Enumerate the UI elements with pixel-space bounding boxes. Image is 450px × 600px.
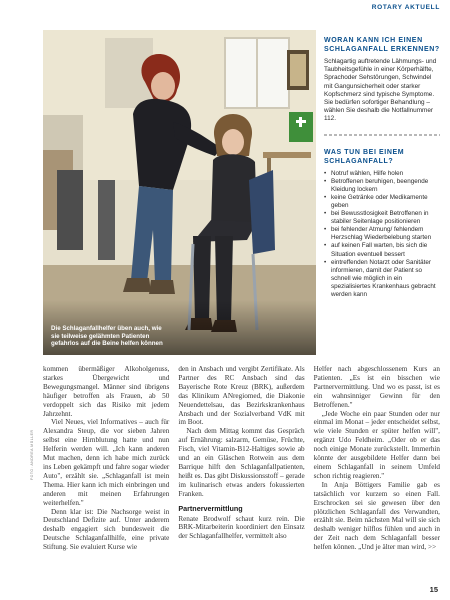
training-scene-image — [43, 30, 316, 355]
list-item: • auf keinen Fall warten, bis sich die Situation eventuell bessert — [324, 242, 428, 258]
photo-caption: Die Schlaganfallhelfer üben auch, wie sie teilweise gelähmten Patienten gefahrlos auf die Beine helfen können — [51, 325, 163, 348]
first-aid-list — [324, 170, 440, 300]
article-photo — [43, 30, 316, 355]
paragraph: Nach dem Mittag kommt das Gespräch auf Ernährung: salzarm, Gemüse, Früchte, Fisch, viel Vitamin-B12-Haltiges sowie ab und an ein Gläschen Rotwein aus dem Barrique hilft den Schlaganfallpatienten, heißt es. Das gibt Diskussionsstoff – gerade im kulinarisch etwas anders fokussierten Franken. — [178, 427, 305, 498]
article-column-3 — [314, 365, 440, 587]
list-item: • bei fehlender Atmung/ fehlendem Herzschlag Wiederbelebung starten — [324, 226, 432, 242]
paragraph: In Anja Böttigers Familie gab es tatsächlich vor kurzem so einen Fall. Erschrocken sei sie gewesen über den plötzlichen Schlaganfall des Verwandten, erzählt sie. Beim nächsten Mal will sie sich deshalb weniger hilflos fühlen und auch in der Zeit nach dem Schlaganfall besser helfen können. „Und je älter man wird, >> — [313, 480, 440, 552]
article-body — [43, 365, 440, 587]
list-item: • bei Bewusstlosigkeit Betroffenen in stabiler Seitenlage positionieren — [324, 210, 429, 226]
article-column-2 — [178, 365, 304, 587]
paragraph: Renate Brodwolf schaut kurz rein. Die BRK-Mitarbeiterin koordiniert den Einsatz der Schlaganfallhelfer, vermittelt also — [178, 514, 305, 541]
sidebar-divider — [324, 132, 440, 138]
list-item: • Betroffenen beruhigen, beengende Kleidung lockern — [324, 177, 429, 193]
page-number: 15 — [429, 585, 438, 594]
paragraph: den in Ansbach und vergibt Zertifikate. Als Partner des RC Ansbach sind das Bayerische Rote Kreuz (BRK), außerdem das Klinikum ANregiomed, die Diakonie Neuendettelsau, das Bezirkskrankenhaus Ansbach und der Sozialverband VdK mit im Boot. — [178, 365, 305, 427]
sidebar-answer-1: Schlagartig auftretende Lähmungs- und Taubheitsgefühle in einer Körperhälfte, Sprachoder Sehstörungen, Schwindel mit Gangunsicherheit oder starker Kopfschmerz sind typische Symptome. Sie bedürfen sofortiger Behandlung – wählen Sie deshalb die Notfallnummer 112. — [324, 58, 437, 123]
paragraph: Helfer nach abgeschlossenem Kurs an Patienten. „Es ist ein bisschen wie Partnervermittlung. Und wo es passt, ist es ein wahnsinniger Gewinn für den Betroffenen." — [313, 365, 440, 409]
paragraph: Denn klar ist: Die Nachsorge weist in Deutschland Defizite auf. Unter anderem deshalb engagiert sich bundesweit die Deutsche Schlaganfallhilfe, eine private Stiftung. Sie evaluiert Kurse wie — [43, 507, 170, 552]
section-label: ROTARY AKTUELL — [371, 4, 440, 11]
photo-credit: FOTO: ANDREA MÜLLER — [30, 429, 34, 480]
sidebar-question-1: WORAN KANN ICH EINEN SCHLAGANFALL ERKENNEN? — [324, 37, 440, 53]
paragraph: kommen übermäßiger Alkoholgenuss, starkes Übergewicht und Bewegungsmangel. Männer sind übrigens häufiger betroffen als Frauen, ab 50 verdoppelt sich das Risiko mit jedem Jahrzehnt. — [43, 365, 170, 418]
info-sidebar — [324, 36, 440, 299]
list-item: • Notruf wählen, Hilfe holen — [324, 169, 404, 177]
list-item: • keine Getränke oder Medikamente geben — [324, 193, 428, 209]
sidebar-question-2: WAS TUN BEI EINEM SCHLAGANFALL? — [324, 148, 405, 165]
list-item: • eintreffenden Notarzt oder Sanitäter informieren, damit der Patient so schnell wie möglich in ein spezialisiertes Krankenhaus gebracht werden kann — [324, 258, 436, 299]
article-column-1 — [43, 365, 169, 587]
paragraph: „Jede Woche ein paar Stunden oder nur einmal im Monat – jeder entscheidet selbst, wie viele Stunden er spüter helfen will", ergänzt Udo Feldheim. „Oder ob er das noch einige Monate zurückstellt. Immerhin könnte der ausgebildete Helfer dann bei einem Schlaganfall in seinem Umfeld schon richtig reagieren." — [313, 409, 440, 480]
subheading: Partnervermittlung — [178, 503, 243, 513]
paragraph: Viel Neues, viel Informatives – auch für Alexandra Steup, die vor sieben Jahren selbst eine Hirnblutung hatte und nun Helferin werden will. „Ich kann anderen Mut machen, denn ich habe mich zurück ins Leben gekämpft und fahre sogar wieder Auto", erzählt sie. „Schlaganfall ist mein Thema. Hier kann ich mich einbringen und anderen mit meinen Erfahrungen weiterhelfen." — [43, 418, 170, 507]
